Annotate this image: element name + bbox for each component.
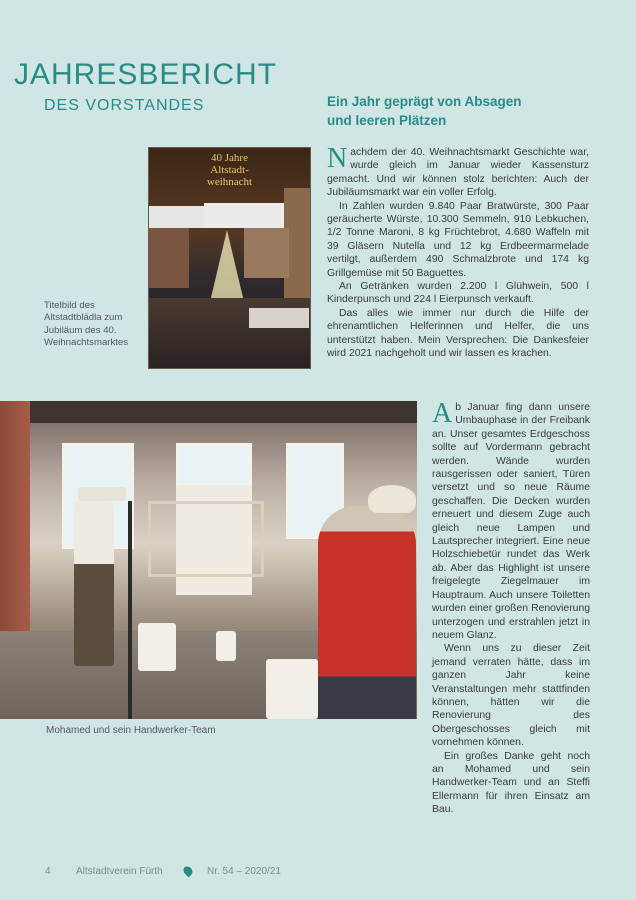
article-heading-line2: und leeren Plätzen xyxy=(327,113,447,128)
cover-title-line3: weihnacht xyxy=(206,176,253,188)
cover-title xyxy=(149,152,310,188)
cover-roof xyxy=(149,206,209,228)
cover-title-line1: 40 Jahre xyxy=(211,152,248,164)
bucket xyxy=(138,623,176,671)
dropcap-n: N xyxy=(327,143,348,174)
ceiling xyxy=(0,401,417,423)
worker-left xyxy=(74,496,114,666)
bucket xyxy=(216,631,236,661)
page-title: JAHRESBERICHT xyxy=(14,58,278,91)
paragraph-7: Ein großes Danke geht noch an Mohamed und sein Handwerker-Team und an Steffi Ellermann für ihren Einsatz am Bau. xyxy=(432,750,590,816)
cover-title-line2: Altstadt- xyxy=(210,164,249,176)
cover-house xyxy=(149,228,189,288)
scaffold xyxy=(148,501,264,577)
worker-left-hat xyxy=(78,487,126,501)
paragraph-1 xyxy=(327,143,589,200)
worker-right xyxy=(318,506,416,719)
page-subtitle: DES VORSTANDES xyxy=(44,97,205,114)
cover-roof xyxy=(204,203,289,228)
page-number: 4 xyxy=(45,866,51,877)
cover-image xyxy=(149,148,310,368)
paragraph-4: Das alles wie immer nur durch die Hilfe der ehrenamtlichen Helferinnen und Helfer, die uns unterstützt haben. Mein Versprechen: Die Dankesfeier wird 2021 nachgeholt und wir lassen es krachen. xyxy=(327,307,589,360)
renovation-photo xyxy=(0,401,417,719)
paragraph-2: In Zahlen wurden 9.840 Paar Bratwürste, 300 Paar geräucherte Würste, 10.300 Semmeln, 910 Lebkuchen, 1/2 Tonne Maroni, 8 kg Früchtebrot, 4.680 Waffeln mit 39 Gläsern Nutella und 12 kg Erdbeermarmelade vertilgt, außerdem 490 Schmalzbrote und 174 kg Grillgemüse mit 50 Baguettes. xyxy=(327,200,589,279)
paragraph-5 xyxy=(432,398,590,642)
cover-caption: Titelbild des Altstadtblädla zum Jubiläum des 40. Weihnachtsmarktes xyxy=(44,300,129,349)
footer-issue: Nr. 54 – 2020/21 xyxy=(207,866,281,877)
photo-caption: Mohamed und sein Handwerker-Team xyxy=(46,725,216,736)
paragraph-1-text: achdem der 40. Weihnachtsmarkt Geschichte war, wurde gleich im Januar wieder Kassensturz gemacht. Und wir können stolz berichten: Auch der Jubiläumsmarkt war ein voller Erfolg. xyxy=(327,147,589,199)
leaf-icon xyxy=(182,865,195,878)
paragraph-5-text: b Januar fing dann unsere Umbauphase in der Freibank an. Unser gesamtes Erdgeschoss sollte auf Vordermann gebracht werden. Wände wurden rausgerissen oder saniert, Türen versetzt und so neue Räume geschaffen. Die Decken wurden erneuert und diesem Zuge auch gleich neue Lampen und Lautsprecher integriert. Eine neue Holzschiebetür rundet das Werk ab. Aber das Highlight ist unsere freigelegte Ziegelmauer im Hauptraum. Auch unsere Toiletten wurden einer großen Renovierung unterzogen und erstrahlen jetzt in neuem Glanz. xyxy=(432,402,590,641)
bucket xyxy=(266,659,318,719)
article-column-right xyxy=(432,398,590,817)
window xyxy=(176,443,252,487)
paragraph-3: An Getränken wurden 2.200 l Glühwein, 500 l Kinderpunsch und 224 l Eierpunsch verkauft. xyxy=(327,281,589,306)
footer-publisher: Altstadtverein Fürth xyxy=(76,866,163,877)
article-heading xyxy=(327,92,587,130)
worker-right-hat xyxy=(368,485,416,513)
article-column-top xyxy=(327,143,589,361)
article-heading-line1: Ein Jahr geprägt von Absagen xyxy=(327,94,522,109)
paragraph-6: Wenn uns zu dieser Zeit jemand verraten hätte, dass im ganzen Jahr keine Veranstaltungen mehr stattfinden können, hätten wir die Renovierung des Obergeschosses gleich mit vornehmen können. xyxy=(432,643,590,749)
dropcap-a: A xyxy=(432,398,453,429)
cover-stall-roof xyxy=(249,308,309,328)
pole xyxy=(128,501,132,719)
